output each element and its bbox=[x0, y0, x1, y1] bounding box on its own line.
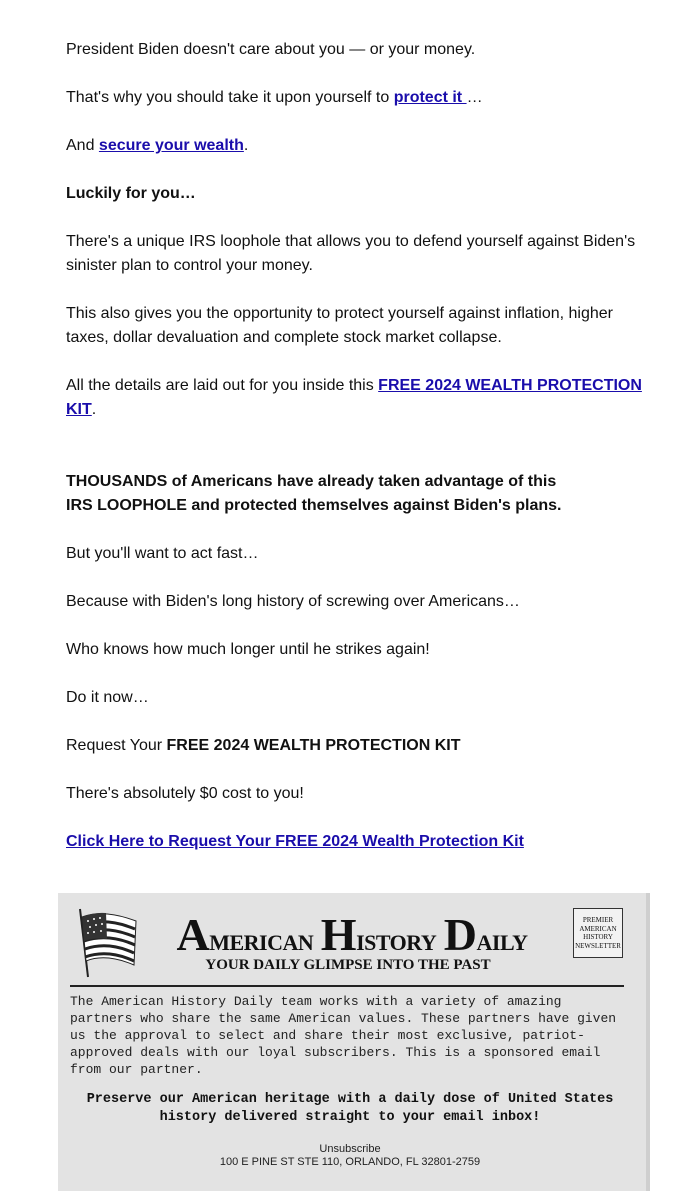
paragraph-protect bbox=[66, 86, 656, 110]
newsletter-footer bbox=[58, 893, 650, 1191]
paragraph-no-cost: There's absolutely $0 cost to you! bbox=[66, 785, 304, 802]
ellipsis: … bbox=[466, 89, 483, 106]
premier-badge: PREMIER AMERICAN HISTORY NEWSLETTER bbox=[573, 908, 623, 958]
protect-it-link[interactable]: protect it bbox=[393, 89, 467, 106]
thousands-line-1: THOUSANDS of Americans have already taken advantage of this bbox=[66, 473, 557, 490]
preserve-heritage-text: Preserve our American heritage with a daily dose of United States history delivered straight to your email inbox! bbox=[86, 1092, 614, 1125]
paragraph-act-fast: But you'll want to act fast… bbox=[66, 545, 259, 562]
partner-disclaimer: The American History Daily team works with a variety of amazing partners who share the same American values. These partners have given us the approval to select and share their most exclusive, patriot-approved deals with our loyal subscribers. This is a sponsored email from our partner. bbox=[70, 994, 617, 1077]
paragraph-request-text: Request Your bbox=[66, 737, 167, 754]
masthead-cap-a: A bbox=[176, 909, 210, 960]
paragraph-do-it-now: Do it now… bbox=[66, 689, 149, 706]
paragraph-secure-text: And bbox=[66, 137, 99, 154]
request-kit-cta-link[interactable]: Click Here to Request Your FREE 2024 Wealth Protection Kit bbox=[66, 833, 524, 850]
mailing-address: 100 E PINE ST STE 110, ORLANDO, FL 32801-2759 bbox=[219, 1156, 481, 1168]
masthead-word-american: merican bbox=[209, 921, 314, 957]
american-flag-icon bbox=[74, 905, 140, 979]
period: . bbox=[91, 401, 97, 418]
thousands-line-2: IRS LOOPHOLE and protected themselves against Biden's plans. bbox=[66, 497, 562, 514]
luckily-heading: Luckily for you… bbox=[66, 185, 196, 202]
paragraph-protect-text: That's why you should take it upon yourself to bbox=[66, 89, 394, 106]
masthead-tagline: YOUR DAILY GLIMPSE INTO THE PAST bbox=[205, 957, 491, 973]
masthead-cap-h: H bbox=[320, 909, 357, 960]
secure-wealth-link[interactable]: secure your wealth bbox=[98, 137, 244, 154]
paragraph-thousands bbox=[66, 470, 656, 518]
masthead-word-daily: aily bbox=[476, 921, 528, 957]
wealth-kit-link[interactable]: FREE 2024 WEALTH PROTECTION KIT bbox=[66, 377, 642, 418]
cta-paragraph bbox=[66, 830, 656, 854]
masthead-cap-d: D bbox=[443, 909, 477, 960]
paragraph-biden: President Biden doesn't care about you — or your money. bbox=[66, 41, 476, 58]
period: . bbox=[243, 137, 249, 154]
paragraph-kit-text: All the details are laid out for you inside this bbox=[66, 377, 379, 394]
masthead-word-history: istory bbox=[356, 921, 437, 957]
paragraph-history: Because with Biden's long history of screwing over Americans… bbox=[66, 593, 520, 610]
paragraph-request bbox=[66, 734, 656, 758]
masthead-divider bbox=[70, 985, 624, 987]
paragraph-kit bbox=[66, 374, 656, 422]
paragraph-secure bbox=[66, 134, 656, 158]
paragraph-strikes: Who knows how much longer until he strikes again! bbox=[66, 641, 430, 658]
paragraph-inflation: This also gives you the opportunity to protect yourself against inflation, higher taxes, dollar devaluation and complete stock market collapse. bbox=[66, 305, 613, 346]
paragraph-loophole: There's a unique IRS loophole that allows you to defend yourself against Biden's sinister plan to control your money. bbox=[66, 233, 636, 274]
unsubscribe-link[interactable]: Unsubscribe bbox=[319, 1143, 381, 1155]
kit-name-bold: FREE 2024 WEALTH PROTECTION KIT bbox=[166, 737, 461, 754]
